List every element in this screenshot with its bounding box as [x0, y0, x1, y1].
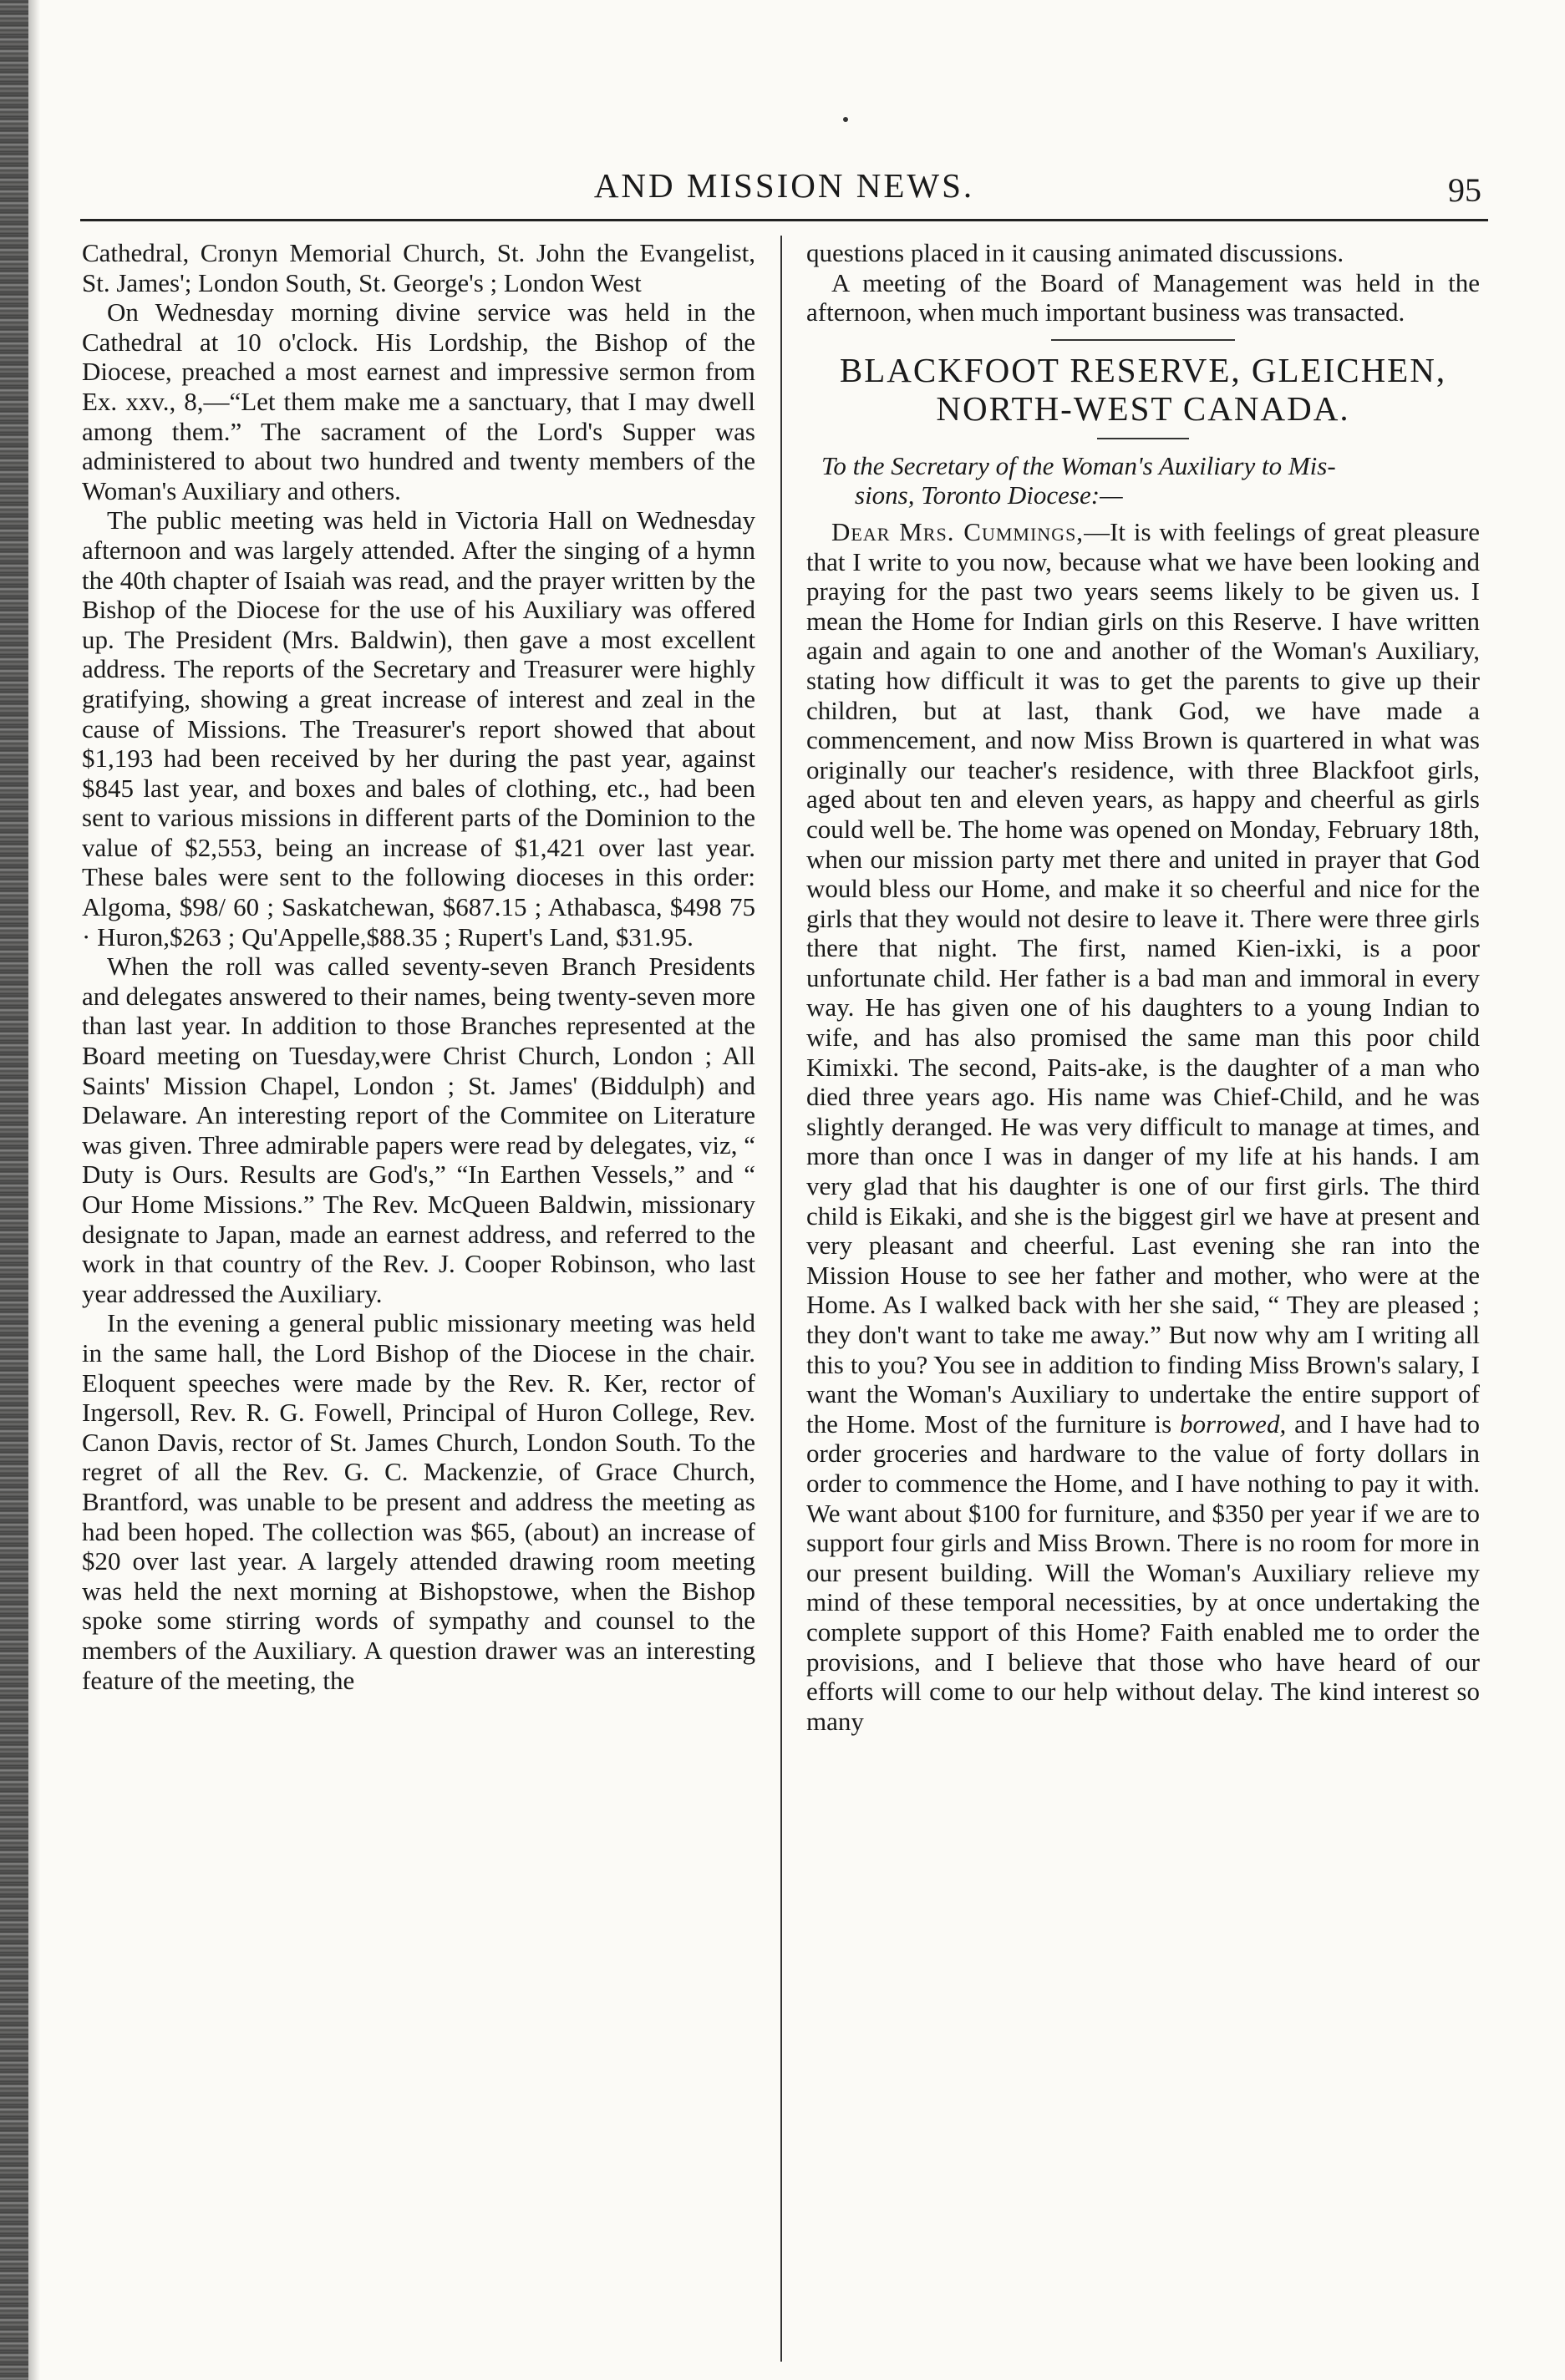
paragraph: When the roll was called seventy-seven Branch Presidents and delegates answered to their names, being twenty-seven more than last year. In addition to those Branches represented at the Board meeting on Tuesday,were Christ Church, London ; All Saints' Mission Chapel, London ; St. James' (Biddulph) and Delaware. An interesting report of the Commitee on Literature was given. Three admirable papers were read by delegates, viz, “ Duty is Ours. Results are God's,” “In Earthen Vessels,” and “ Our Home Missions.” The Rev. McQueen Baldwin, missionary designate to Japan, made an earnest address, and referred to the work in that country of the Rev. J. Cooper Robinson, who last year addressed the Auxiliary. — [82, 951, 755, 1308]
letter-emphasis: borrowed, — [1180, 1408, 1287, 1439]
section-rule — [1051, 339, 1235, 341]
header-rule — [80, 219, 1488, 221]
letter-paragraph — [806, 517, 1480, 1736]
left-column — [82, 238, 755, 1695]
heading-rule — [1097, 438, 1189, 439]
letter-salutation: Dear Mrs. Cummings, — [831, 516, 1085, 546]
paragraph: Cathedral, Cronyn Memorial Church, St. John the Evangelist, St. James'; London South, St. George's ; London West — [82, 238, 755, 297]
running-title: AND MISSION NEWS. — [593, 166, 975, 205]
page-number: 95 — [1448, 171, 1481, 209]
page-binding-edge — [0, 0, 28, 2380]
section-heading-line: BLACKFOOT RESERVE, GLEICHEN, — [839, 350, 1447, 389]
right-column — [806, 238, 1480, 1736]
paragraph: In the evening a general public missionary meeting was held in the same hall, the Lord Bishop of the Diocese in the chair. Eloquent speeches were made by the Rev. R. Ker, rector of Ingersoll, Rev. R. G. Fowell, Principal of Huron College, Rev. Canon Davis, rector of St. James Church, London South. To the regret of all the Rev. G. C. Mackenzie, of Grace Church, Brantford, was unable to be present and address the meeting as had been hoped. The collection was $65, (about) an increase of $20 over last year. A largely attended drawing room meeting was held the next morning at Bishopstowe, when the Bishop spoke some stirring words of sympathy and counsel to the members of the Auxiliary. A question drawer was an interesting feature of the meeting, the — [82, 1308, 755, 1695]
letter-address — [806, 451, 1480, 510]
paragraph: The public meeting was held in Victoria Hall on Wednesday afternoon and was largely attended. After the singing of a hymn the 40th chapter of Isaiah was read, and the prayer written by the Bishop of the Diocese for the use of his Auxiliary was offered up. The President (Mrs. Baldwin), then gave a most excellent address. The reports of the Secretary and Treasurer were highly gratifying, showing a great increase of interest and zeal in the cause of Missions. The Treasurer's report showed that about $1,193 had been received by her during the past year, against $845 last year, and boxes and bales of clothing, etc., had been sent to various missions in different parts of the Dominion to the value of $2,553, being an increase of $1,421 over last year. These bales were sent to the following dioceses in this order: Algoma, $98/ 60 ; Saskatchewan, $687.15 ; Athabasca, $498 75 · Huron,$263 ; Qu'Appelle,$88.35 ; Rupert's Land, $31.95. — [82, 505, 755, 951]
letter-body: —It is with feelings of great pleasure that I write to you now, because what we have been looking and praying for the past two years seems likely to be given us. I mean the Home for Indian girls on this Reserve. I have written again and again to one and another of the Woman's Auxiliary, stating how difficult it was to get the parents to give up their children, but at last, thank God, we have made a commencement, and now Miss Brown is quartered in what was originally our teacher's residence, with three Blackfoot girls, aged about ten and eleven years, as happy and cheerful as girls could well be. The home was opened on Monday, February 18th, when our mission party met there and united in prayer that God would bless our Home, and make it so cheerful and nice for the girls that they would not desire to leave it. There were three girls there that night. The first, named Kien-ixki, is a poor unfortunate child. Her father is a bad man and immoral in every way. He has given one of his daughters to a young Indian to wife, and has also promised the same man this poor child Kimixki. The second, Paits-ake, is the daughter of a man who died three years ago. His name was Chief-Child, and he was slightly deranged. He was very difficult to manage at times, and more than once I was in danger of my life at his hands. I am very glad that his daughter is one of our first girls. The third child is Eikaki, and she is the biggest girl we have at present and very pleasant and cheerful. Last evening she ran into the Mission House to see her father and mother, who were at the Home. As I walked back with her she said, “ They are pleased ; they don't want to take me away.” But now why am I writing all this to you? You see in addition to finding Miss Brown's salary, I want the Woman's Auxiliary to undertake the entire support of the Home. Most of the furniture is — [806, 516, 1480, 1439]
page-header — [80, 159, 1488, 212]
letter-body-end: and I have had to order groceries and hardware to the value of forty dollars in order to commence the Home, and I have nothing to pay it with. We want about $100 for furniture, and $350 per year if we are to support four girls and Miss Brown. There is no room for more in our present building. Will the Woman's Auxiliary relieve my mind of these temporal necessities, by at once undertaking the complete support of this Home? Faith enabled me to order the provisions, and I believe that those who have heard of our efforts will come to our help without delay. The kind interest so many — [806, 1408, 1481, 1736]
column-divider — [780, 236, 782, 2362]
address-line: To the Secretary of the Woman's Auxiliary to Mis- — [821, 450, 1336, 480]
paragraph: A meeting of the Board of Management was held in the afternoon, when much important business was transacted. — [806, 267, 1480, 327]
print-speck — [843, 117, 848, 122]
address-line: sions, Toronto Diocese:— — [855, 480, 1123, 510]
paragraph: questions placed in it causing animated discussions. — [806, 238, 1344, 267]
section-heading — [806, 351, 1480, 428]
section-heading-line: NORTH-WEST CANADA. — [936, 388, 1350, 428]
paragraph: On Wednesday morning divine service was held in the Cathedral at 10 o'clock. His Lordship, the Bishop of the Diocese, preached a most earnest and impressive sermon from Ex. xxv., 8,—“Let them make me a sanctuary, that I may dwell among them.” The sacrament of the Lord's Supper was administered to about two hundred and twenty members of the Woman's Auxiliary and others. — [82, 297, 755, 505]
